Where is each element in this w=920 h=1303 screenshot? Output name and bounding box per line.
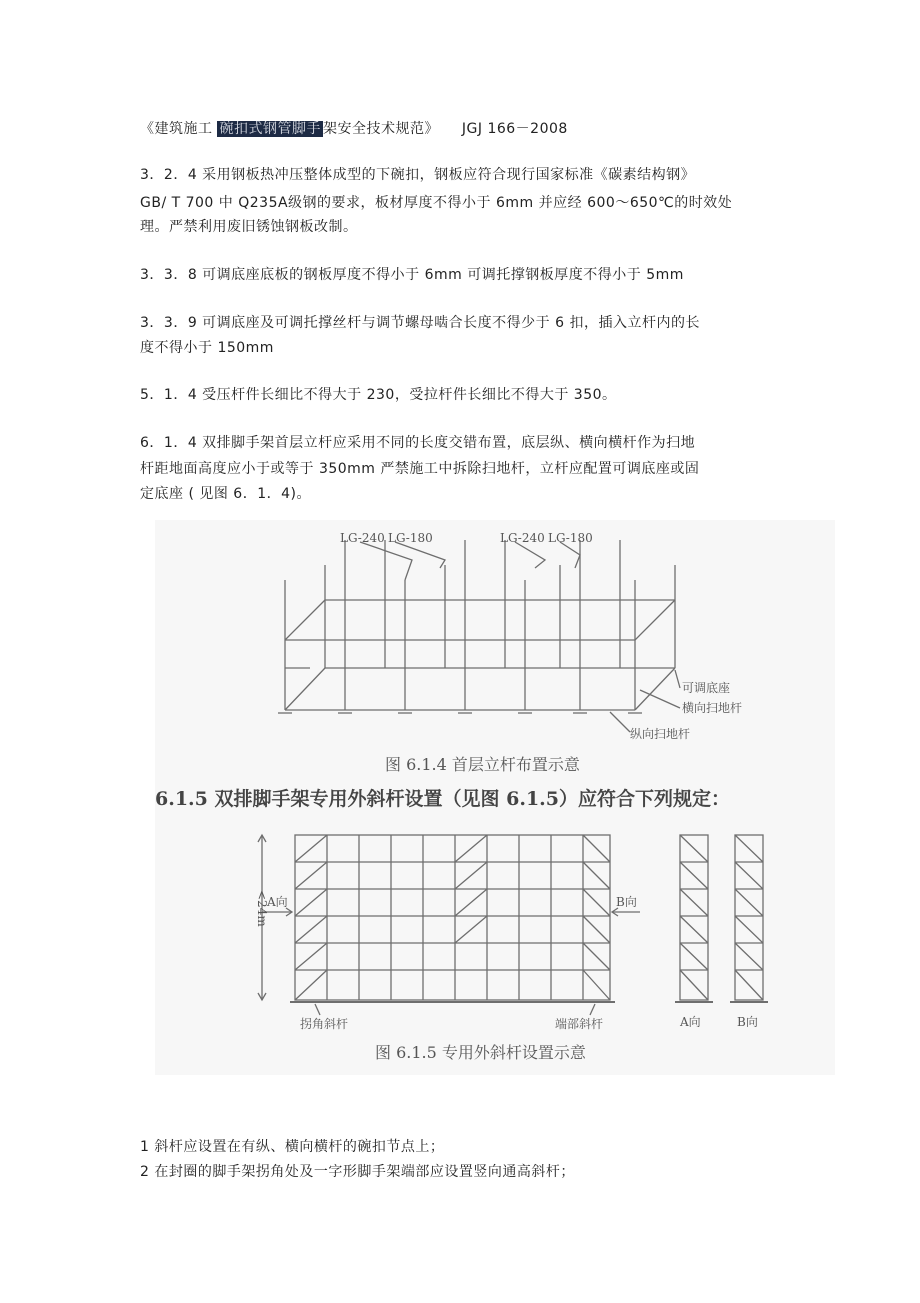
figures-scan [0, 520, 920, 1080]
clause-3-2-4-line1: 3．2．4 采用钢板热冲压整体成型的下碗扣，钢板应符合现行国家标准《碳素结构钢》 [140, 167, 696, 183]
corner-diagonal-label: 拐角斜杆 [300, 1017, 349, 1031]
document-title [140, 118, 568, 138]
label-lg240-a: LG-240 [340, 531, 385, 545]
clause-3-2-4-line3: 理。严禁利用废旧锈蚀钢板改制。 [140, 219, 358, 235]
a-view-label: A向 [680, 1015, 701, 1029]
callout-base: 可调底座 [682, 681, 731, 695]
title-highlight: 碗扣式钢管脚手 [219, 121, 321, 137]
clause-6-1-4-line1: 6．1．4 双排脚手架首层立杆应采用不同的长度交错布置，底层纵、横向横杆作为扫地 [140, 435, 696, 451]
clause-3-3-8: 3．3．8 可调底座底板的钢板厚度不得小于 6mm 可调托撑钢板厚度不得小于 5mm [140, 267, 684, 283]
rule-1: 1 斜杆应设置在有纵、横向横杆的碗扣节点上； [140, 1139, 445, 1155]
b-direction-label: B向 [616, 895, 637, 909]
figure-6-1-4-caption: 图 6.1.4 首层立杆布置示意 [385, 755, 580, 774]
label-lg180-a: LG-180 [388, 531, 433, 545]
clause-6-1-4-line3: 定底座 ( 见图 6．1．4)。 [140, 486, 311, 502]
clause-3-3-9-line2: 度不得小于 150mm [140, 340, 274, 356]
figure-6-1-5-caption: 图 6.1.5 专用外斜杆设置示意 [375, 1043, 586, 1062]
callout-longitudinal-sweep: 纵向扫地杆 [630, 727, 691, 741]
a-direction-label: A向 [267, 895, 288, 909]
clause-3-3-9-line1: 3．3．9 可调底座及可调托撑丝杆与调节螺母啮合长度不得少于 6 扣，插入立杆内的长 [140, 315, 700, 331]
label-lg240-b: LG-240 [500, 531, 545, 545]
title-code: JGJ 166－2008 [461, 121, 568, 137]
title-part1: 《建筑施工 [140, 121, 213, 137]
clause-6-1-4-line2: 杆距地面高度应小于或等于 350mm 严禁施工中拆除扫地杆，立杆应配置可调底座或固 [140, 461, 700, 477]
b-view-label: B向 [737, 1015, 758, 1029]
callout-transverse-sweep: 横向扫地杆 [682, 701, 743, 715]
clause-5-1-4: 5．1．4 受压杆件长细比不得大于 230，受拉杆件长细比不得大于 350。 [140, 387, 617, 403]
rule-2: 2 在封圈的脚手架拐角处及一字形脚手架端部应设置竖向通高斜杆； [140, 1164, 575, 1180]
title-part2: 架安全技术规范》 [322, 121, 439, 137]
height-label: <24m [255, 890, 269, 927]
clause-3-2-4-line2: GB/ T 700 中 Q235A级钢的要求，板材厚度不得小于 6mm 并应经 600～650℃的时效处 [140, 195, 733, 211]
end-diagonal-label: 端部斜杆 [555, 1017, 604, 1031]
label-lg180-b: LG-180 [548, 531, 593, 545]
clause-6-1-5: 6.1.5 双排脚手架专用外斜杆设置（见图 6.1.5）应符合下列规定： [155, 788, 731, 810]
